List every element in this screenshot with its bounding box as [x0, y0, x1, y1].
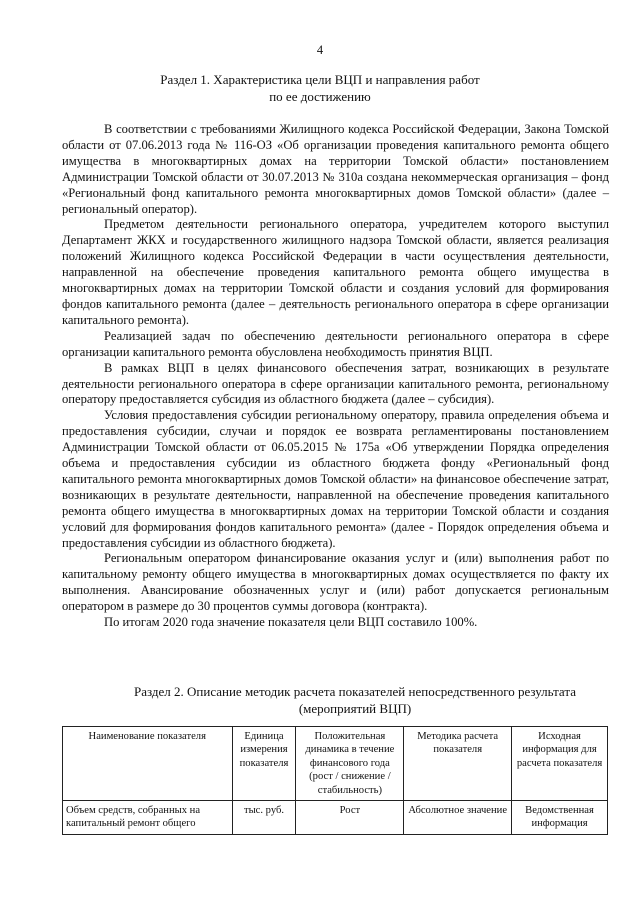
table-row	[63, 801, 608, 835]
table-header-cell: Методика расчета показателя	[404, 727, 512, 801]
section-1-title-line-2: по ее достижению	[269, 89, 371, 104]
paragraph: Реализацией задач по обеспечению деятельности регионального оператора в сфере организации капитального ремонта обусловлена необходимость принятия ВЦП.	[62, 328, 609, 359]
page-number: 4	[316, 43, 324, 57]
paragraph: В соответствии с требованиями Жилищного кодекса Российской Федерации, Закона Томской области от 07.06.2013 года № 116-ОЗ «Об организации проведения капитального ремонта общего имущества в многоквартирных домах на территории Томской области» постановлением Администрации Томской области от 30.07.2013 № 310а создана некоммерческая организация – фонд «Региональный фонд капитального ремонта многоквартирных домов Томской области» (далее – региональный оператор).	[62, 122, 609, 216]
paragraph: Условия предоставления субсидии региональному оператору, правила определения объема и предоставления субсидии, случаи и порядок ее возврата регламентированы постановлением Администрации Томской области от 06.05.2015 № 175а «Об утверждении Порядка определения объема и предоставления субсидии из областного бюджета фонду «Региональный фонд капитального ремонта многоквартирных домов Томской области» на финансовое обеспечение затрат, возникающих в результате деятельности, направленной на обеспечение проведения капитального ремонта общего имущества в многоквартирных домах на территории Томской области и создания условий для формирования фондов капитального ремонта» (далее - Порядок определения объема и предоставления субсидии из областного бюджета).	[62, 408, 609, 550]
table-cell: Ведомственная информация	[512, 801, 608, 835]
table-header-cell: Единица измерения показателя	[232, 727, 296, 801]
table-header-cell: Наименование показателя	[63, 727, 233, 801]
paragraph: Региональным оператором финансирование оказания услуг и (или) выполнения работ по капитальному ремонту общего имущества в многоквартирных домах осуществляется по факту их выполнения. Авансирование обозначенных услуг и (или) работ допускается региональным оператором в размере до 30 процентов суммы договора (контракта).	[62, 551, 609, 614]
section-1-title-line-1: Раздел 1. Характеристика цели ВЦП и направления работ	[160, 72, 480, 87]
table-cell: Рост	[296, 801, 404, 835]
section-1-heading	[0, 71, 640, 105]
table-cell: Объем средств, собранных на капитальный ремонт общего	[63, 801, 233, 835]
section-2-heading	[100, 684, 610, 717]
paragraph: По итогам 2020 года значение показателя цели ВЦП составило 100%.	[104, 615, 478, 630]
table-header-cell: Исходная информация для расчета показателя	[512, 727, 608, 801]
table-cell: Абсолютное значение	[404, 801, 512, 835]
paragraph: В рамках ВЦП в целях финансового обеспечения затрат, возникающих в результате деятельности регионального оператора в сфере организации капитального ремонта, региональному оператору предоставляется субсидия из областного бюджета (далее – субсидия).	[62, 360, 609, 407]
table-header-cell: Положительная динамика в течение финансового года (рост / снижение / стабильность)	[296, 727, 404, 801]
section-2-title-line-2: (мероприятий ВЦП)	[298, 700, 412, 716]
table-header-row	[63, 727, 608, 801]
indicators-table	[62, 726, 608, 835]
table-cell: тыс. руб.	[232, 801, 296, 835]
paragraph: Предметом деятельности регионального оператора, учредителем которого выступил Департамент ЖКХ и государственного жилищного надзора Томской области, является реализация положений Жилищного кодекса Российской Федерации в части осуществления деятельности, направленной на обеспечение проведения капитального ремонта общего имущества в многоквартирных домах на территории Томской области и создания условий для формирования фондов капитального ремонта (далее – деятельность регионального оператора в сфере организации капитального ремонта).	[62, 217, 609, 327]
section-2-title-line-1: Раздел 2. Описание методик расчета показателей непосредственного результата	[134, 684, 576, 699]
section-1-body	[62, 122, 609, 631]
page-bottom-margin	[0, 858, 640, 905]
